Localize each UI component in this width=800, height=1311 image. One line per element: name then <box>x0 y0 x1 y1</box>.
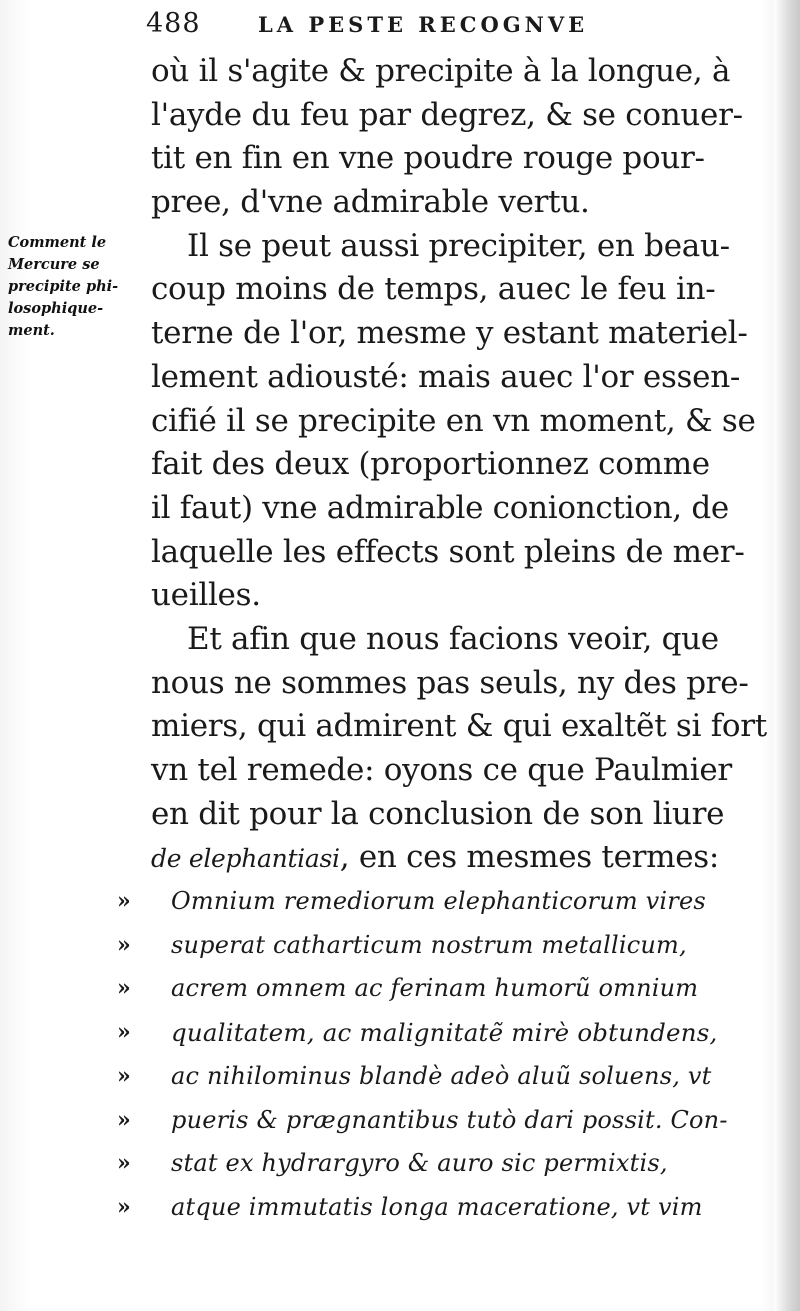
latin-quote-text: Omnium remediorum elephanticorum vires <box>171 887 706 916</box>
body-line: laquelle les effects sont pleins de mer- <box>151 533 745 570</box>
body-line: terne de l'or, mesme y estant materiel- <box>151 315 748 352</box>
latin-quote-text: pueris & prægnantibus tutò dari possit. Con- <box>171 1105 728 1134</box>
body-line: vn tel remede: oyons ce que Paulmier <box>151 752 732 788</box>
citation-line-rest: , en ces mesmes termes: <box>339 839 720 876</box>
quotation-mark: » <box>117 1106 131 1133</box>
latin-quote-line <box>117 967 719 1011</box>
marginal-note-line: ment. <box>8 322 55 339</box>
latin-quote-line <box>117 1142 719 1186</box>
body-line: fait des deux (proportionnez comme <box>151 446 710 483</box>
body-line: coup moins de temps, auec le feu in- <box>151 271 716 308</box>
page-header <box>146 8 706 48</box>
body-line: nous ne sommes pas seuls, ny des pre- <box>151 664 749 701</box>
latin-quote-text: stat ex hydrargyro & auro sic permixtis, <box>171 1149 668 1178</box>
latin-quote-line <box>117 924 719 968</box>
marginal-note-line: Mercure se <box>8 256 100 273</box>
quotation-mark: » <box>117 1019 131 1046</box>
marginal-note <box>8 232 148 342</box>
body-line: en dit pour la conclusion de son liure <box>151 795 725 832</box>
quotation-mark: » <box>117 975 131 1002</box>
body-line: où il s'agite & precipite à la longue, à <box>151 53 731 89</box>
latin-quote-line <box>117 1055 719 1099</box>
quotation-mark: » <box>117 1062 131 1089</box>
body-line: tit en fin en vne poudre rouge pour- <box>151 140 705 177</box>
body-line: il faut) vne admirable conionction, de <box>151 489 729 526</box>
latin-quote-text: qualitatem, ac malignitatẽ mirè obtundens, <box>171 1018 718 1048</box>
latin-quote-text: acrem omnem ac ferinam humorũ omnium <box>171 974 699 1003</box>
latin-quote-line <box>117 880 719 924</box>
body-line: pree, d'vne admirable vertu. <box>151 184 590 221</box>
body-text <box>117 50 767 1230</box>
marginal-note-line: Comment le <box>8 234 107 251</box>
quotation-mark: » <box>117 888 131 915</box>
latin-quote-line <box>117 1099 728 1143</box>
cited-work-title: de elephantiasi <box>151 844 340 874</box>
body-line: lement adiousté: mais auec l'or essen- <box>151 358 741 395</box>
quotation-mark: » <box>117 1150 131 1177</box>
body-line: l'ayde du feu par degrez, & se conuer- <box>151 96 743 133</box>
paragraph-start-line: Il se peut aussi precipiter, en beau- <box>187 227 730 264</box>
page-edge-shadow <box>774 0 800 1311</box>
latin-quote-text: ac nihilominus blandè adeò aluũ soluens, vt <box>171 1061 712 1090</box>
quotation-mark: » <box>117 931 131 958</box>
marginal-note-line: precipite phi- <box>8 278 119 295</box>
marginal-note-line: losophique- <box>8 300 104 317</box>
body-line: ueilles. <box>151 577 261 614</box>
latin-quote-text: atque immutatis longa maceratione, vt vim <box>171 1192 703 1221</box>
latin-quote-line <box>117 1011 719 1055</box>
body-line: miers, qui admirent & qui exaltẽt si fort <box>151 708 767 745</box>
citation-line <box>151 836 719 880</box>
paragraph-start-line: Et afin que nous facions veoir, que <box>187 620 719 657</box>
quotation-mark: » <box>117 1193 131 1220</box>
body-line: cifié il se precipite en vn moment, & se <box>151 402 756 439</box>
latin-quote-line <box>117 1186 719 1230</box>
page-number: 488 <box>146 8 201 39</box>
latin-quote-text: superat catharticum nostrum metallicum, <box>171 930 687 959</box>
running-head: LA PESTE RECOGNVE <box>258 12 589 37</box>
